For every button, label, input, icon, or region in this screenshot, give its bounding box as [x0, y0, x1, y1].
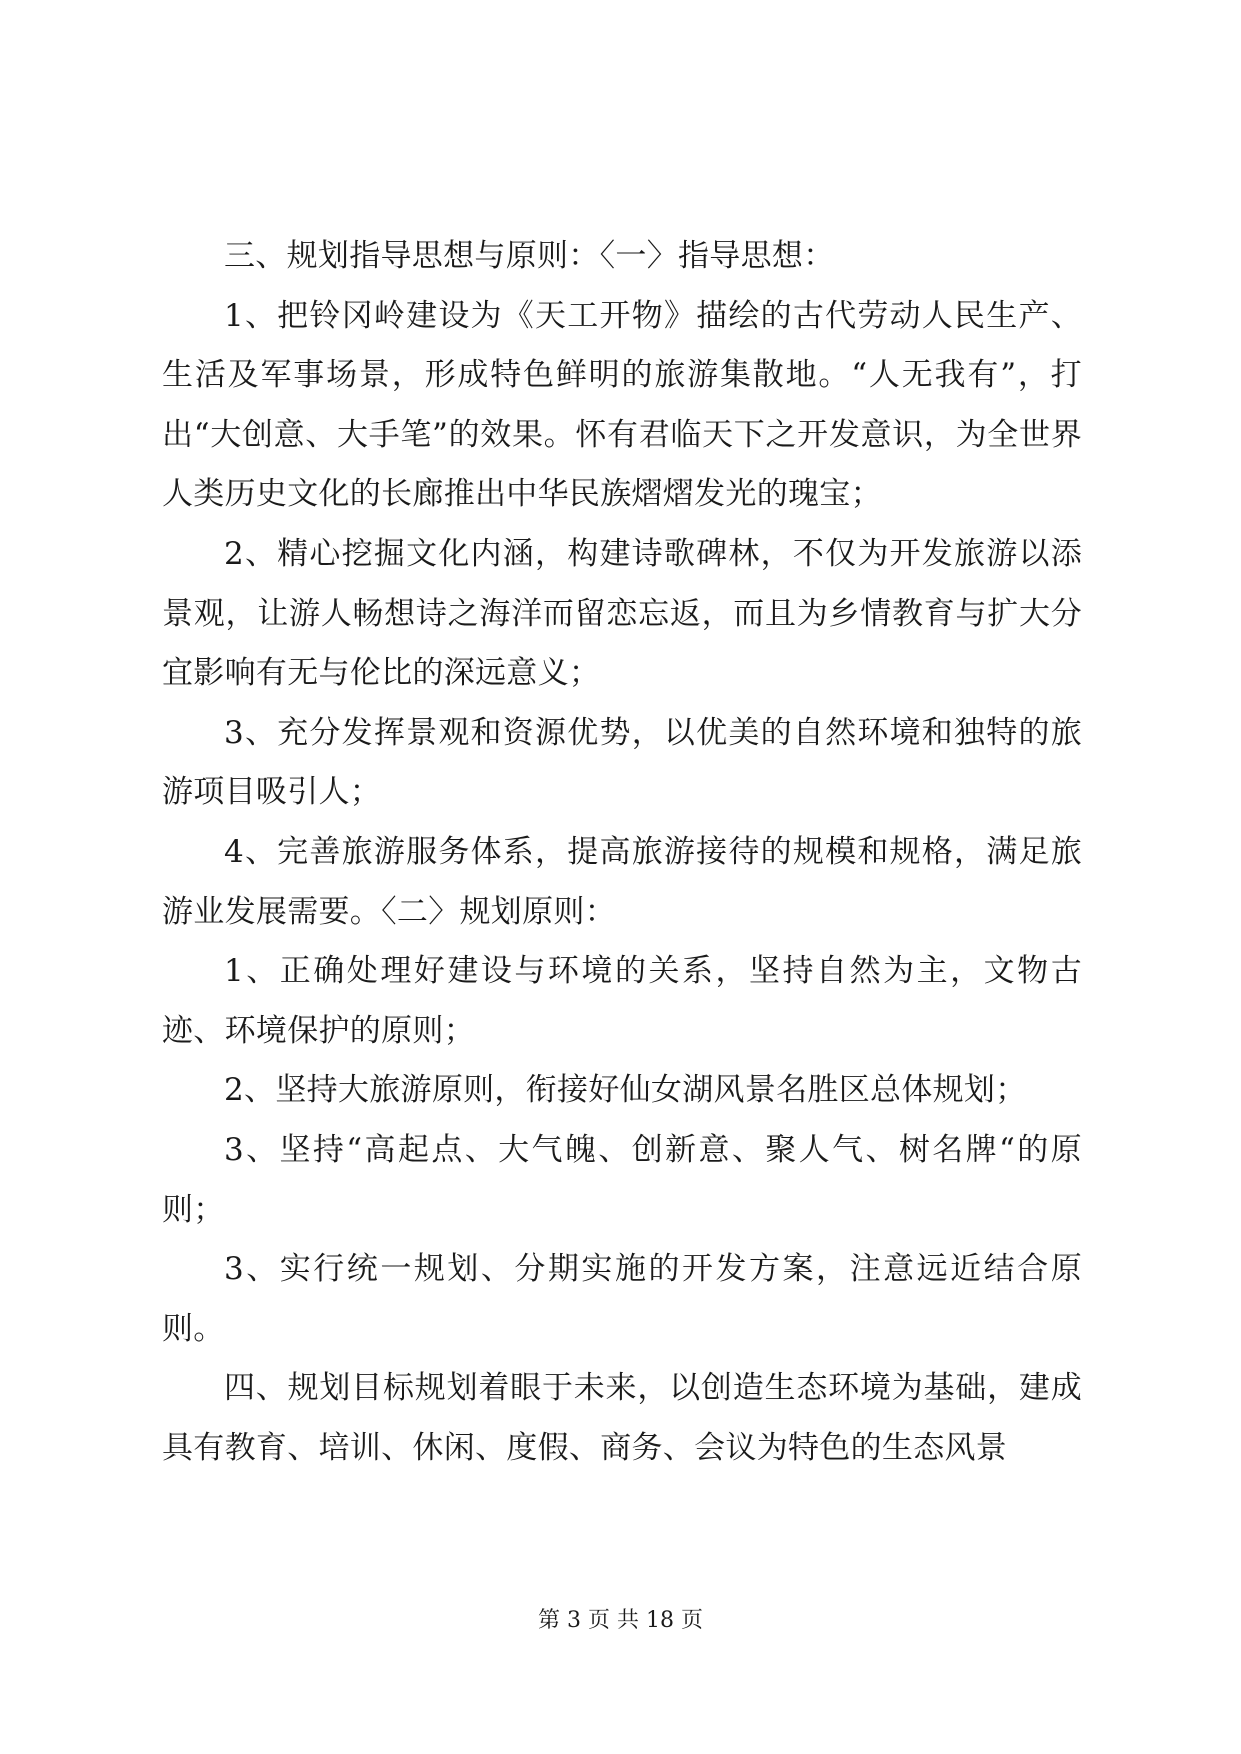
paragraph-guideline-3: 3、充分发挥景观和资源优势，以优美的自然环境和独特的旅游项目吸引人；	[162, 714, 1082, 811]
paragraph-principle-1: 1、正确处理好建设与环境的关系，坚持自然为主，文物古迹、环境保护的原则；	[162, 953, 1082, 1049]
paragraph-principle-2: 2、坚持大旅游原则，衔接好仙女湖风景名胜区总体规划；	[224, 1072, 1027, 1109]
document-body	[162, 227, 1082, 1478]
paragraph-guideline-1: 1、把铃冈岭建设为《天工开物》描绘的古代劳动人民生产、生活及军事场景，形成特色鲜明的旅游集散地。“人无我有”，打出“大创意、大手笔”的效果。怀有君临天下之开发意识，为全世界人类历史文化的长廊推出中华民族熠熠发光的瑰宝；	[162, 297, 1082, 513]
page-footer	[0, 1606, 1241, 1636]
paragraph-guideline-2: 2、精心挖掘文化内涵，构建诗歌碑林，不仅为开发旅游以添景观，让游人畅想诗之海洋而留恋忘返，而且为乡情教育与扩大分宜影响有无与伦比的深远意义；	[162, 535, 1082, 692]
paragraph-section-3-heading: 三、规划指导思想与原则：〈一〉指导思想：	[224, 238, 835, 274]
paragraph-principle-4: 3、实行统一规划、分期实施的开发方案，注意远近结合原则。	[162, 1251, 1082, 1347]
page-number-label: 第 3 页 共 18 页	[538, 1608, 703, 1633]
paragraph-section-4: 四、规划目标规划着眼于未来，以创造生态环境为基础，建成具有教育、培训、休闲、度假、商务、会议为特色的生态风景	[162, 1370, 1082, 1466]
paragraph-principle-3: 3、坚持“高起点、大气魄、创新意、聚人气、树名牌“的原则；	[162, 1131, 1082, 1228]
paragraph-guideline-4: 4、完善旅游服务体系，提高旅游接待的规模和规格，满足旅游业发展需要。〈二〉规划原则：	[162, 833, 1082, 930]
